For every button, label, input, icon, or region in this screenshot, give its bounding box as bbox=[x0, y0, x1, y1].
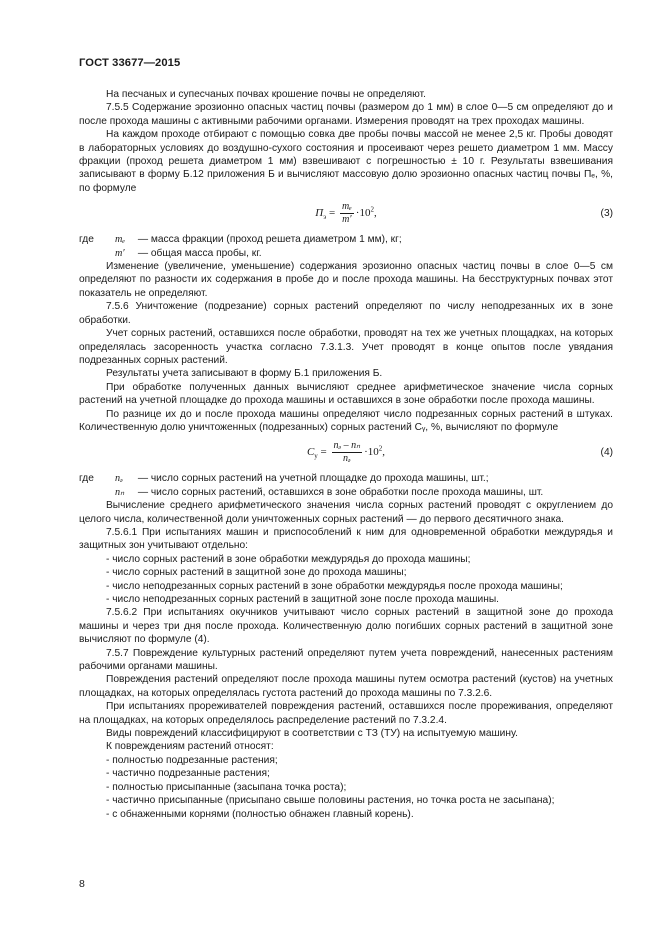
legend-row bbox=[79, 472, 613, 485]
formula-lhs: П bbox=[315, 207, 324, 220]
formula-4 bbox=[79, 436, 613, 470]
paragraph: При испытаниях прореживателей повреждения растений, оставшихся после прореживания, определяют на площадках, на которых определялось распределение растений по 7.3.2.4. bbox=[79, 701, 613, 726]
legend-symbol: nₔ bbox=[115, 473, 123, 485]
formula-tail: ·10 bbox=[355, 207, 371, 220]
formula-expression: $C_у$ = $\frac{\text{nₔ – nₙ}}{\text{nₔ}}$ $\cdot 10^2$, bbox=[306, 440, 386, 465]
list-item: - полностью присыпанные (засыпана точка роста); bbox=[106, 781, 347, 793]
legend-lead: где bbox=[79, 473, 94, 485]
paragraph: На песчаных и супесчаных почвах крошение почвы не определяют. bbox=[106, 89, 426, 100]
list-item: - частично присыпанные (присыпано свыше половины растения, но точка роста не засыпана); bbox=[106, 795, 555, 807]
list-item: - число сорных растений в защитной зоне до прохода машины; bbox=[106, 567, 407, 579]
fraction-denominator: m′ bbox=[342, 214, 352, 226]
legend-row bbox=[79, 247, 613, 260]
legend-row bbox=[79, 233, 613, 246]
legend-symbol: mₑ bbox=[115, 234, 126, 246]
legend-text: — общая масса пробы, кг. bbox=[137, 247, 262, 259]
paragraph: Повреждения растений определяют после прохода машины путем осмотра растений (кустов) на учетных площадках, на которых определялась густота растений до прохода машины по 7.3.2.6. bbox=[79, 674, 613, 699]
legend-text: — число сорных растений на учетной площадке до прохода машины, шт.; bbox=[137, 473, 489, 485]
paragraph: Вычисление среднего арифметического значения числа сорных растений проводят с округлением до целого числа, количественной доли уничтоженных сорных растений — до первого десятичного знака. bbox=[79, 500, 613, 525]
legend-lead: где bbox=[79, 234, 94, 246]
legend-symbol: m′ bbox=[115, 247, 125, 259]
paragraph: 7.5.7 Повреждение культурных растений определяют путем учета повреждений, нанесенных растениям рабочими органами машины. bbox=[79, 647, 613, 673]
formula-tail-sup: 2 bbox=[378, 444, 383, 453]
page-body bbox=[79, 88, 613, 821]
paragraph: 7.5.6.1 При испытаниях машин и приспособлений к ним для одновременной обработки междурядья и защитных зон учитывают отдельно: bbox=[79, 526, 613, 552]
paragraph: К повреждениям растений относят: bbox=[106, 741, 274, 753]
legend-4 bbox=[79, 472, 613, 499]
fraction-numerator: nₔ – nₙ bbox=[333, 440, 361, 452]
list-item: - число неподрезанных сорных растений в защитной зоне после прохода машины. bbox=[106, 594, 499, 605]
list-item: - частично подрезанные растения; bbox=[106, 768, 270, 780]
formula-3 bbox=[79, 197, 613, 231]
formula-expression: $П_э$ = $\frac{\text{mₑ}}{m'}$ $\cdot 10^2$, bbox=[315, 201, 377, 226]
fraction bbox=[340, 201, 354, 226]
paragraph: На каждом проходе отбирают с помощью совка две пробы почвы массой не менее 2,5 кг. Пробы доводят в лабораторных условиях до воздушно-сухого состояния и просеивают через решето диаметром 1 мм. Массу фракции (проход решета диаметром 1 мм) взвешивают с погрешностью ± 10 г. Результаты взвешивания записывают в форму Б.12 приложения Б и вычисляют массовую долю эрозионно опасных частиц почвы Пₑ, %, по формуле bbox=[79, 129, 613, 194]
paragraph: Изменение (увеличение, уменьшение) содержания эрозионно опасных частиц почвы в слое 0—5 см определяют по разности их содержания в пробе до и после прохода машины. На бесструктурных почвах этот показатель не определяют. bbox=[79, 261, 613, 299]
fraction bbox=[332, 440, 363, 465]
formula-tail-sup: 2 bbox=[370, 205, 374, 214]
paragraph: 7.5.6.2 При испытаниях окучников учитывают число сорных растений в защитной зоне до прохода машины и через три дня после прохода. Количественную долю погибших сорных растений в защитной зоне вычисляют по формуле (4). bbox=[79, 607, 613, 646]
equation-number: (3) bbox=[600, 208, 613, 220]
paragraph: По разнице их до и после прохода машины определяют число подрезанных сорных растений в штуках. Количественную долю уничтоженных (подрезанных) сорных растений Cᵧ, %, вычисляют по формуле bbox=[79, 408, 613, 433]
equation-number: (4) bbox=[600, 447, 613, 459]
list-item: - с обнаженными корнями (полностью обнажен главный корень). bbox=[106, 808, 414, 820]
formula-tail: ·10 bbox=[364, 446, 379, 459]
paragraph: 7.5.5 Содержание эрозионно опасных частиц почвы (размером до 1 мм) в слое 0—5 см определяют до и после прохода машины с активными рабочими органами. Измерения проводят на трех проходах машины. bbox=[79, 102, 613, 127]
legend-symbol: nₙ bbox=[115, 486, 125, 498]
paragraph: 7.5.6 Уничтожение (подрезание) сорных растений определяют по числу неподрезанных их в зоне обработки. bbox=[79, 301, 613, 326]
formula-lhs-sub: э bbox=[323, 213, 327, 222]
list-item: - число неподрезанных сорных растений в зоне обработки междурядья после прохода машины; bbox=[106, 580, 563, 592]
page-header: ГОСТ 33677—2015 bbox=[79, 57, 181, 69]
paragraph: Учет сорных растений, оставшихся после обработки, проводят на тех же учетных площадках, на которых определялась засоренность участка согласно 7.3.1.3. Учет проводят в конце опытов после увядания подрезанных сорных растений. bbox=[79, 328, 613, 366]
legend-row bbox=[79, 486, 613, 499]
paragraph: Виды повреждений классифицируют в соответствии с ТЗ (ТУ) на испытуемую машину. bbox=[106, 728, 518, 740]
formula-lhs-sub: у bbox=[314, 452, 318, 461]
paragraph: Результаты учета записывают в форму Б.1 приложения Б. bbox=[106, 368, 383, 380]
formula-lhs: C bbox=[306, 446, 315, 459]
legend-text: — число сорных растений, оставшихся в зоне обработки после прохода машины, шт. bbox=[137, 486, 544, 498]
paragraph: При обработке полученных данных вычисляют среднее арифметическое значение числа сорных растений на учетной площадке до прохода машины и оставшихся в зоне обработки после прохода машины. bbox=[79, 381, 613, 407]
list-item: - число сорных растений в зоне обработки междурядья до прохода машины; bbox=[106, 553, 471, 565]
legend-3 bbox=[79, 233, 613, 260]
page-number: 8 bbox=[79, 878, 85, 890]
fraction-numerator: mₑ bbox=[341, 201, 352, 213]
list-item: - полностью подрезанные растения; bbox=[106, 754, 278, 766]
fraction-denominator: nₔ bbox=[343, 453, 351, 465]
legend-text: — масса фракции (проход решета диаметром 1 мм), кг; bbox=[137, 234, 402, 246]
